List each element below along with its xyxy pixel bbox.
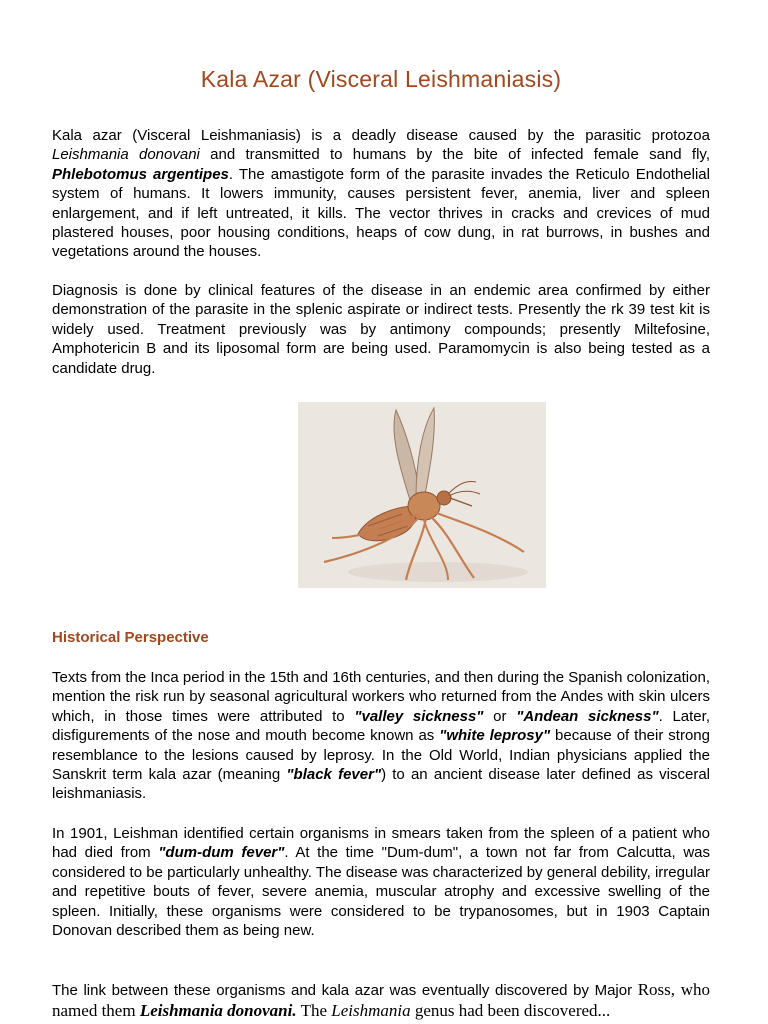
text-run: In 1901, Leishman identified certain organisms in smears taken from the spleen of a patient who had died from — [52, 825, 710, 862]
text-run: Kala azar (Visceral Leishmaniasis) is a deadly disease caused by the parasitic protozoa — [52, 127, 710, 144]
text-run: . The amastigote form of the parasite invades the Reticulo Endothelial system of humans. It lowers immunity, causes persistent fever, anemia, liver and spleen enlargement, and if left untreated, it kills. The vector thrives in cracks and crevices of mud plastered houses, poor housing conditions, heaps of cow dung, in rat burrows, in bushes and vegetations around the houses. — [52, 165, 710, 261]
text-run: and transmitted to humans by the bite of infected female sand fly, — [199, 146, 710, 164]
species-name: Leishmania donovani. — [139, 1001, 297, 1020]
text-run: The link between these organisms and kala azar was eventually discovered by Major — [52, 982, 638, 999]
text-run: . Later, disfigurements of the nose and mouth become known as — [52, 707, 710, 745]
text-run: . At the time "Dum-dum", a town not far from Calcutta, was considered to be particularly unhealthy. The disease was characterized by general debility, irregular and repetitive bouts of fever, severe anemia, muscular atrophy and excessive swelling of the spleen. Initially, these organisms were considered to be trypanosomes, but in 1903 Captain Donovan described them as being new. — [52, 844, 710, 940]
text-run: The — [296, 1001, 332, 1020]
genus-name: Leishmania — [331, 1001, 411, 1020]
history-paragraph-2 — [52, 824, 710, 940]
page-title: Kala Azar (Visceral Leishmaniasis) — [200, 66, 562, 92]
emphasis-term: "Andean sickness" — [516, 707, 659, 725]
text-run: ) to an ancient disease later defined as visceral leishmaniasis. — [52, 766, 710, 803]
text-run: or — [483, 707, 517, 725]
sand-fly-illustration — [298, 402, 546, 588]
emphasis-term: "white leprosy" — [439, 727, 551, 745]
emphasis-term: "valley sickness" — [354, 707, 484, 725]
emphasis-term: "black fever" — [286, 766, 382, 784]
section-heading: Historical Perspective — [52, 629, 209, 646]
sand-fly-icon — [298, 402, 546, 588]
intro-paragraph-2: Diagnosis is done by clinical features of the disease in an endemic area confirmed by either demonstration of the parasite in the splenic aspirate or indirect tests. Presently the rk 39 test kit is widely used. Treatment previously was by antimony compounds; presently Miltefosine, Amphotericin B and its liposomal form are being used. Paramomycin is also being tested as a candidate drug. — [52, 282, 710, 377]
text-run: because of their strong resemblance to the lesions caused by leprosy. In the Old World, Indian physicians applied the Sanskrit term kala azar (meaning — [52, 727, 710, 784]
vector-name: Phlebotomus argentipes — [52, 165, 229, 183]
intro-paragraph-1 — [52, 126, 710, 262]
emphasis-term: "dum-dum fever" — [158, 844, 285, 862]
history-paragraph-3 — [52, 980, 710, 1022]
text-run: Texts from the Inca period in the 15th and 16th centuries, and then during the Spanish colonization, mention the risk run by seasonal agricultural workers who returned from the Andes with skin ulcers which, in those times were attributed to — [52, 669, 710, 725]
text-run: Ross, who named them — [52, 980, 710, 1020]
species-name: Leishmania donovani — [52, 146, 200, 164]
history-paragraph-1 — [52, 668, 710, 804]
text-run: genus had been discovered... — [410, 1001, 611, 1020]
